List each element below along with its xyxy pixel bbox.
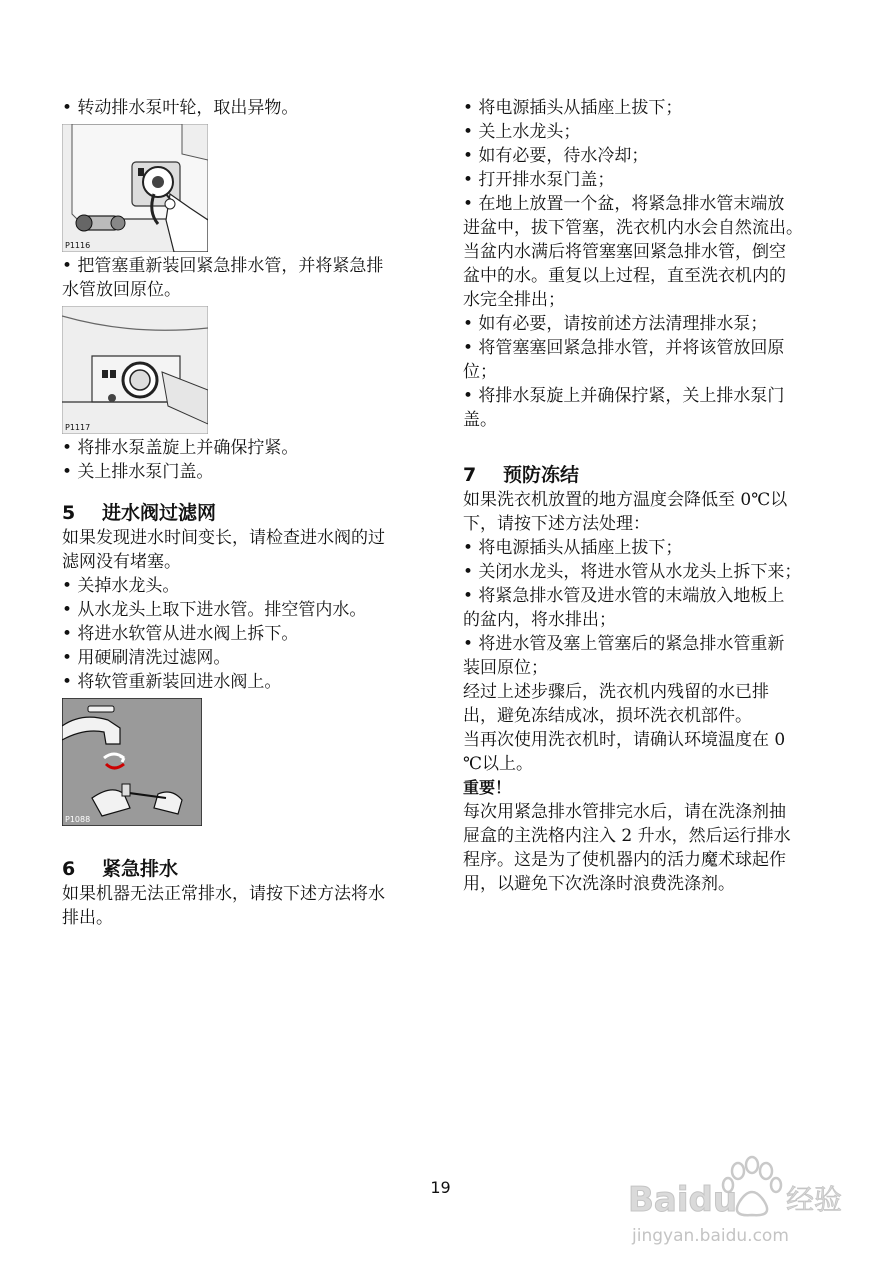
drain-step-line: 位； [463, 362, 497, 382]
right-column [463, 96, 829, 896]
drain-step-line: 盖。 [463, 410, 497, 430]
figure-drain-pump-cover [62, 306, 208, 434]
baidu-jingyan-watermark [628, 1145, 848, 1255]
section-7-line: • 关闭水龙头，将进水管从水龙头上拆下来； [463, 562, 802, 582]
important-line: 每次用紧急排水管排完水后，请在洗涤剂抽 [463, 802, 786, 822]
figure-label: P1116 [65, 241, 91, 250]
section-5-bullet: • 从水龙头上取下进水管。排空管内水。 [62, 600, 367, 620]
section-5-bullet: • 关掉水龙头。 [62, 576, 180, 596]
section-6-intro-line2: 排出。 [62, 908, 113, 928]
section-number: 7 [463, 464, 477, 486]
section-7-line: • 将进水管及塞上管塞后的紧急排水管重新 [463, 634, 785, 654]
section-6-intro-line1: 如果机器无法正常排水，请按下述方法将水 [62, 884, 385, 904]
section-7-heading [463, 462, 829, 488]
step-tighten-cover: • 将排水泵盖旋上并确保拧紧。 [62, 438, 299, 458]
section-7-line: 装回原位； [463, 658, 548, 678]
drain-step-line: • 如有必要，请按前述方法清理排水泵； [463, 314, 768, 334]
watermark-url: jingyan.baidu.com [632, 1226, 789, 1246]
step-close-door: • 关上排水泵门盖。 [62, 462, 214, 482]
drain-step-line: • 打开排水泵门盖； [463, 170, 615, 190]
drain-step-line: • 将排水泵旋上并确保拧紧，关上排水泵门 [463, 386, 785, 406]
drain-step-line: • 将电源插头从插座上拔下； [463, 98, 683, 118]
step-turn-impeller: • 转动排水泵叶轮，取出异物。 [62, 98, 299, 118]
figure-drain-pump-impeller [62, 124, 208, 252]
section-5-bullet: • 将软管重新装回进水阀上。 [62, 672, 282, 692]
watermark-brand: Baidu [628, 1180, 738, 1220]
important-line: 屉盒的主洗格内注入 2 升水，然后运行排水 [463, 826, 791, 846]
section-7-line: • 将电源插头从插座上拔下； [463, 538, 683, 558]
important-label: 重要！ [463, 778, 512, 797]
drain-step-line: 水完全排出； [463, 290, 565, 310]
section-7-line: 当再次使用洗衣机时，请确认环境温度在 0 [463, 730, 786, 750]
section-title: 紧急排水 [102, 858, 179, 880]
step-reinstall-plug-line2: 水管放回原位。 [62, 280, 181, 300]
drain-step-line: • 在地上放置一个盆，将紧急排水管末端放 [463, 194, 785, 214]
section-5-intro-line1: 如果发现进水时间变长，请检查进水阀的过 [62, 528, 385, 548]
important-line: 用，以避免下次洗涤时浪费洗涤剂。 [463, 874, 735, 894]
watermark-brand-cn: 经验 [786, 1183, 843, 1216]
drain-step-line: 当盆内水满后将管塞塞回紧急排水管，倒空 [463, 242, 786, 262]
section-7-line: 如果洗衣机放置的地方温度会降低至 0℃以 [463, 490, 788, 510]
figure-label: P1117 [65, 423, 91, 432]
drain-step-line: 进盆中，拔下管塞，洗衣机内水会自然流出。 [463, 218, 803, 238]
section-7-line: • 将紧急排水管及进水管的末端放入地板上 [463, 586, 785, 606]
figure-label: P1088 [65, 815, 91, 824]
left-column [62, 96, 428, 930]
step-reinstall-plug-line1: • 把管塞重新装回紧急排水管，并将紧急排 [62, 256, 384, 276]
figure-inlet-filter [62, 698, 202, 826]
drain-step-line: • 将管塞塞回紧急排水管，并将该管放回原 [463, 338, 785, 358]
section-title: 进水阀过滤网 [102, 502, 217, 524]
section-title: 预防冻结 [503, 464, 580, 486]
page-number: 19 [430, 1178, 451, 1197]
section-7-line: 出，避免冻结成冰，损坏洗衣机部件。 [463, 706, 752, 726]
important-line: 程序。这是为了使机器内的活力魔术球起作 [463, 850, 786, 870]
section-7-line: 下，请按下述方法处理： [463, 514, 650, 534]
section-7-line: 经过上述步骤后，洗衣机内残留的水已排 [463, 682, 769, 702]
drain-step-line: • 如有必要，待水冷却； [463, 146, 649, 166]
section-5-heading [62, 500, 428, 526]
section-number: 5 [62, 502, 76, 524]
section-5-bullet: • 将进水软管从进水阀上拆下。 [62, 624, 299, 644]
section-6-heading [62, 856, 428, 882]
drain-step-line: • 关上水龙头； [463, 122, 581, 142]
section-number: 6 [62, 858, 76, 880]
section-5-bullet: • 用硬刷清洗过滤网。 [62, 648, 231, 668]
section-7-line: 的盆内，将水排出； [463, 610, 616, 630]
drain-step-line: 盆中的水。重复以上过程，直至洗衣机内的 [463, 266, 786, 286]
section-7-line: ℃以上。 [463, 754, 534, 774]
section-5-intro-line2: 滤网没有堵塞。 [62, 552, 181, 572]
